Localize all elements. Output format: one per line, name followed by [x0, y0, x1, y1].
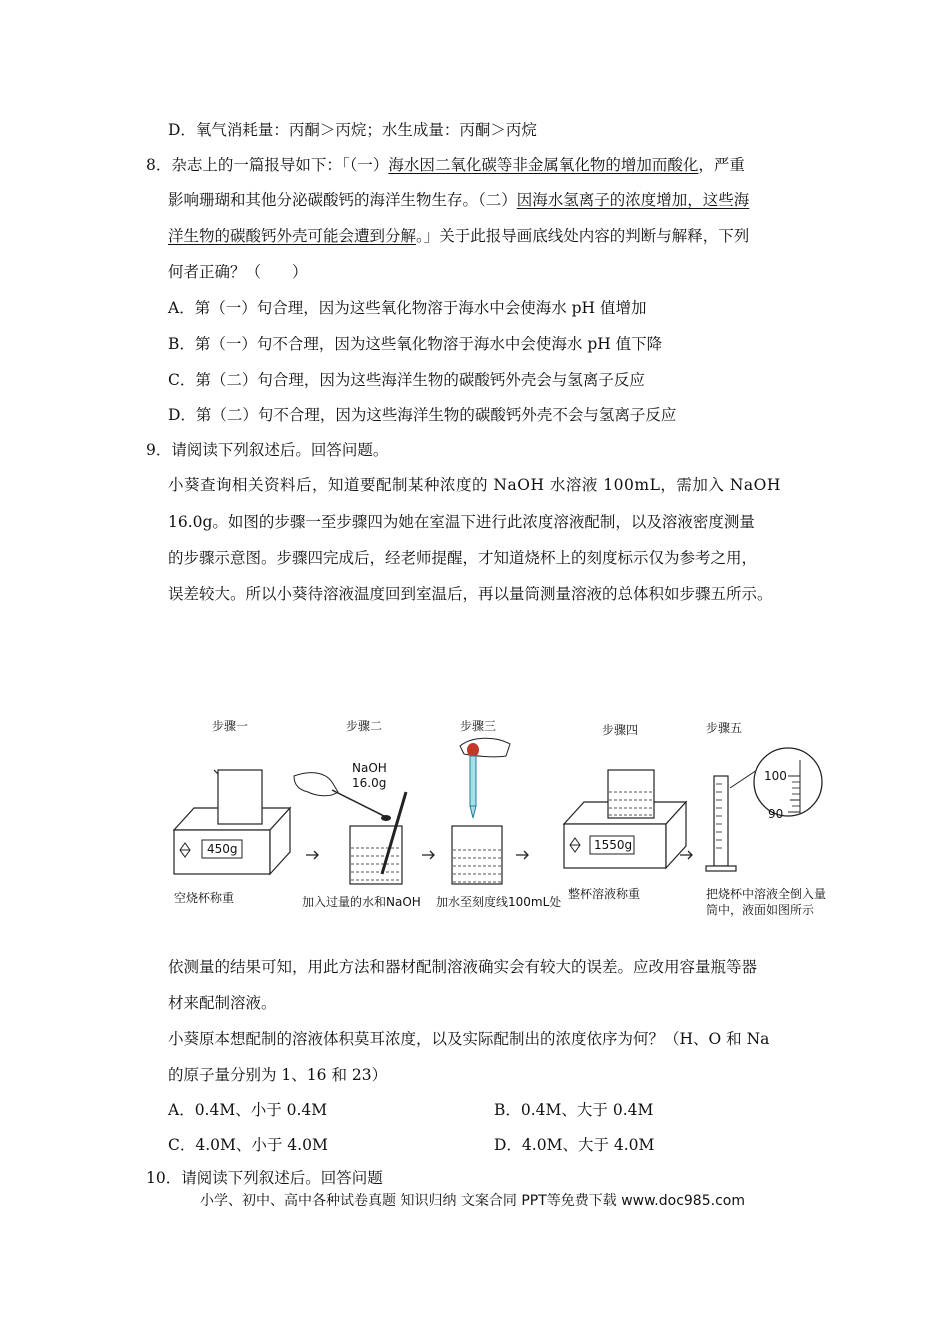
step5-cylinder — [706, 776, 736, 871]
arrow-icon — [306, 851, 318, 859]
q8-stem-line1 — [146, 155, 745, 175]
step1-scale-reading: 450g — [207, 842, 238, 856]
step3-beaker — [452, 826, 502, 884]
q9-conclusion-line2: 材来配制溶液。 — [168, 994, 277, 1012]
q8-underlined-text: 洋生物的碳酸钙外壳可能会遭到分解 — [168, 227, 417, 245]
q8-stem-line3 — [168, 226, 749, 246]
q8-option-d: D．第（二）句不合理，因为这些海洋生物的碳酸钙外壳不会与氢离子反应 — [168, 406, 677, 424]
step4-scale-reading: 1550g — [594, 838, 633, 852]
q7-option-d: D．氧气消耗量：丙酮＞丙烷；水生成量：丙酮＞丙烷 — [168, 121, 537, 139]
step1-title: 步骤一 — [212, 719, 249, 733]
arrow-icon — [516, 851, 528, 859]
step4-title: 步骤四 — [602, 723, 639, 737]
q9-option-d: D．4.0M、大于 4.0M — [494, 1136, 655, 1154]
step4-beaker — [608, 770, 654, 818]
q8-stem-text: ，严重 — [698, 156, 745, 174]
q9-experiment-figure — [160, 700, 850, 930]
q9-paragraph-line1: 小葵查询相关资料后，知道要配制某种浓度的 NaOH 水溶液 100mL，需加入 NaOH — [168, 476, 781, 494]
arrow-icon — [680, 851, 692, 859]
q8-option-a: A．第（一）句合理，因为这些氧化物溶于海水中会使海水 pH 值增加 — [168, 299, 647, 317]
q9-question-line2: 的原子量分别为 1、16 和 23） — [168, 1066, 388, 1084]
q8-stem-text: 影响珊瑚和其他分泌碳酸钙的海洋生物生存。（二） — [168, 191, 517, 209]
step5-caption-line1: 把烧杯中溶液全倒入量 — [706, 887, 827, 901]
arrow-icon — [422, 851, 434, 859]
step4-caption: 整杯溶液称重 — [568, 887, 641, 901]
step2-naoh-label: NaOH — [352, 761, 387, 775]
step2-title: 步骤二 — [346, 719, 383, 733]
step3-caption: 加水至刻度线100mL处 — [436, 895, 562, 909]
q8-stem-text: 。」关于此报导画底线处内容的判断与解释，下列 — [416, 227, 750, 245]
q9-option-a: A．0.4M、小于 0.4M — [168, 1101, 328, 1119]
q9-option-b: B．0.4M、大于 0.4M — [494, 1101, 654, 1119]
dropper-icon — [460, 738, 510, 818]
cylinder-mark-100: 100 — [764, 769, 787, 783]
q9-paragraph-line4: 误差较大。所以小葵待溶液温度回到室温后，再以量筒测量溶液的总体积如步骤五所示。 — [168, 585, 773, 603]
q8-stem-line2 — [168, 190, 749, 210]
step2-caption: 加入过量的水和NaOH — [302, 895, 421, 909]
q8-stem-text: 8．杂志上的一篇报导如下：「（一） — [146, 156, 389, 174]
q10-title: 10．请阅读下列叙述后。回答问题 — [146, 1169, 383, 1187]
q8-option-b: B．第（一）句不合理，因为这些氧化物溶于海水中会使海水 pH 值下降 — [168, 335, 663, 353]
q9-paragraph-line2: 16.0g。如图的步骤一至步骤四为她在室温下进行此浓度溶液配制，以及溶液密度测量 — [168, 513, 755, 531]
q9-paragraph-line3: 的步骤示意图。步骤四完成后，经老师提醒，才知道烧杯上的刻度标示仅为参考之用， — [168, 549, 758, 567]
step5-caption-line2: 筒中，液面如图所示 — [706, 903, 815, 917]
step5-title: 步骤五 — [706, 721, 743, 735]
step1-caption: 空烧杯称重 — [174, 891, 235, 905]
q9-question-line1: 小葵原本想配制的溶液体积莫耳浓度，以及实际配制出的浓度依序为何？（H、O 和 Na — [168, 1030, 770, 1048]
step1-empty-beaker — [214, 770, 262, 824]
q9-option-c: C．4.0M、小于 4.0M — [168, 1136, 328, 1154]
page-footer: 小学、初中、高中各种试卷真题 知识归纳 文案合同 PPT等免费下载 www.doc985.com — [200, 1193, 745, 1209]
q8-option-c: C．第（二）句合理，因为这些海洋生物的碳酸钙外壳会与氢离子反应 — [168, 371, 645, 389]
q9-conclusion-line1: 依测量的结果可知，用此方法和器材配制溶液确实会有较大的误差。应改用容量瓶等器 — [168, 958, 758, 976]
q9-title: 9．请阅读下列叙述后。回答问题。 — [146, 441, 389, 459]
step5-magnified-view — [754, 748, 822, 821]
cylinder-mark-90: 90 — [768, 807, 784, 821]
q8-underlined-text: 海水因二氧化碳等非金属氧化物的增加而酸化 — [388, 156, 699, 174]
q8-stem-line4: 何者正确？（ ） — [168, 263, 308, 281]
step2-naoh-mass: 16.0g — [352, 776, 387, 790]
q8-underlined-text: 因海水氢离子的浓度增加，这些海 — [516, 191, 750, 209]
step3-title: 步骤三 — [460, 719, 497, 733]
